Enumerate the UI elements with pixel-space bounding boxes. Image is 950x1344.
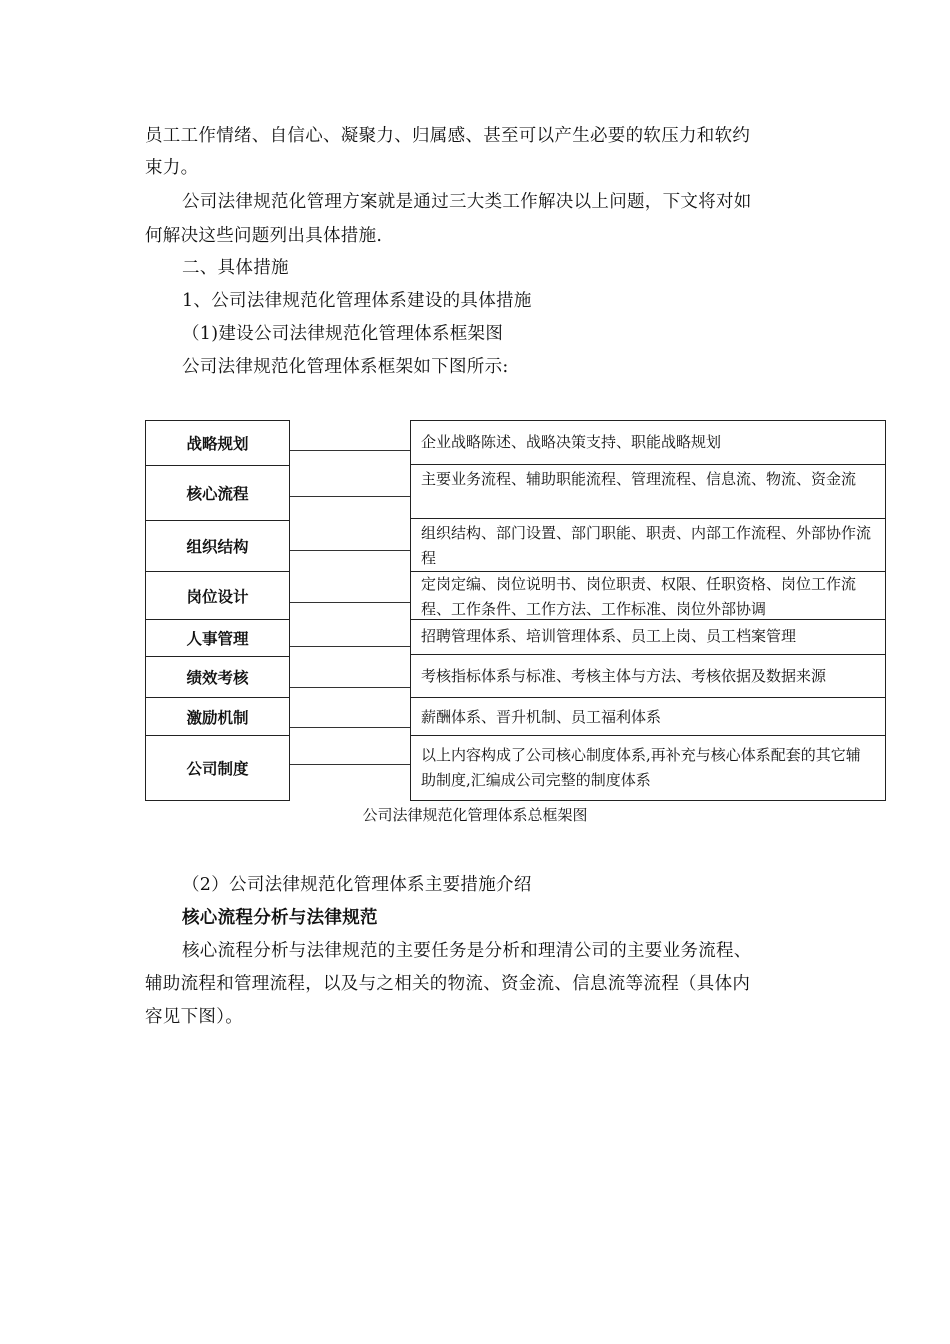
paragraph-line: 公司法律规范化管理方案就是通过三大类工作解决以上问题，下文将对如 (182, 192, 752, 212)
framework-label: 人事管理 (186, 630, 249, 648)
connector-line (290, 550, 410, 551)
framework-label: 公司制度 (186, 760, 249, 778)
paragraph-line: 辅助流程和管理流程，以及与之相关的物流、资金流、信息流等流程（具体内 (145, 974, 751, 994)
framework-detail-box (410, 571, 886, 620)
framework-detail-box (410, 518, 886, 572)
framework-label-box (145, 735, 290, 801)
framework-label-box (145, 619, 290, 657)
framework-label: 绩效考核 (186, 669, 249, 687)
framework-label-box (145, 697, 290, 736)
framework-label: 激励机制 (186, 708, 249, 727)
paragraph-line: 员工工作情绪、自信心、凝聚力、归属感、甚至可以产生必要的软压力和软约 (145, 126, 751, 146)
framework-detail-box (410, 464, 886, 519)
bold-subheading: 核心流程分析与法律规范 (182, 908, 378, 928)
framework-detail: 以上内容构成了公司核心制度体系,再补充与核心体系配套的其它辅助制度,汇编成公司完整的制度体系 (421, 746, 861, 789)
framework-label: 战略规划 (186, 435, 249, 453)
connector-line (290, 727, 410, 728)
connector-line (290, 496, 410, 497)
paragraph-line: 容见下图）。 (145, 1007, 244, 1027)
paragraph-line: 何解决这些问题列出具体措施. (145, 226, 383, 246)
connector-line (290, 764, 410, 765)
framework-detail: 考核指标体系与标准、考核主体与方法、考核依据及数据来源 (421, 667, 827, 685)
figure-intro: 公司法律规范化管理体系框架如下图所示: (182, 357, 509, 377)
framework-label-box (145, 656, 290, 698)
framework-detail-box (410, 654, 886, 698)
framework-label-box (145, 465, 290, 521)
framework-detail: 招聘管理体系、培训管理体系、员工上岗、员工档案管理 (421, 627, 797, 645)
framework-detail-box (410, 735, 886, 801)
paragraph-line: 核心流程分析与法律规范的主要任务是分析和理清公司的主要业务流程、 (182, 941, 752, 961)
framework-detail: 定岗定编、岗位说明书、岗位职责、权限、任职资格、岗位工作流程、工作条件、工作方法、工作标准、岗位外部协调 (421, 575, 857, 618)
subsection-heading: （2）公司法律规范化管理体系主要措施介绍 (182, 875, 532, 895)
connector-line (290, 450, 410, 451)
connector-line (290, 687, 410, 688)
subsection-heading: 1、公司法律规范化管理体系建设的具体措施 (182, 291, 532, 311)
framework-label: 组织结构 (186, 538, 249, 556)
paragraph-line: 束力。 (145, 158, 199, 178)
framework-detail-box (410, 420, 886, 465)
framework-detail: 主要业务流程、辅助职能流程、管理流程、信息流、物流、资金流 (421, 470, 857, 488)
framework-label-box (145, 420, 290, 466)
framework-label: 岗位设计 (186, 587, 249, 606)
framework-detail: 组织结构、部门设置、部门职能、职责、内部工作流程、外部协作流程 (421, 524, 872, 567)
framework-label-box (145, 571, 290, 620)
framework-label-box (145, 520, 290, 572)
section-heading: 二、具体措施 (182, 258, 289, 278)
connector-line (290, 646, 410, 647)
connector-line (290, 602, 410, 603)
diagram-caption: 公司法律规范化管理体系总框架图 (362, 806, 588, 824)
framework-detail: 薪酬体系、晋升机制、员工福利体系 (421, 708, 662, 726)
framework-detail-box (410, 619, 886, 655)
framework-detail: 企业战略陈述、战略决策支持、职能战略规划 (421, 433, 722, 451)
framework-detail-box (410, 697, 886, 736)
subsection-heading: （1)建设公司法律规范化管理体系框架图 (182, 324, 504, 344)
framework-label: 核心流程 (186, 485, 249, 503)
